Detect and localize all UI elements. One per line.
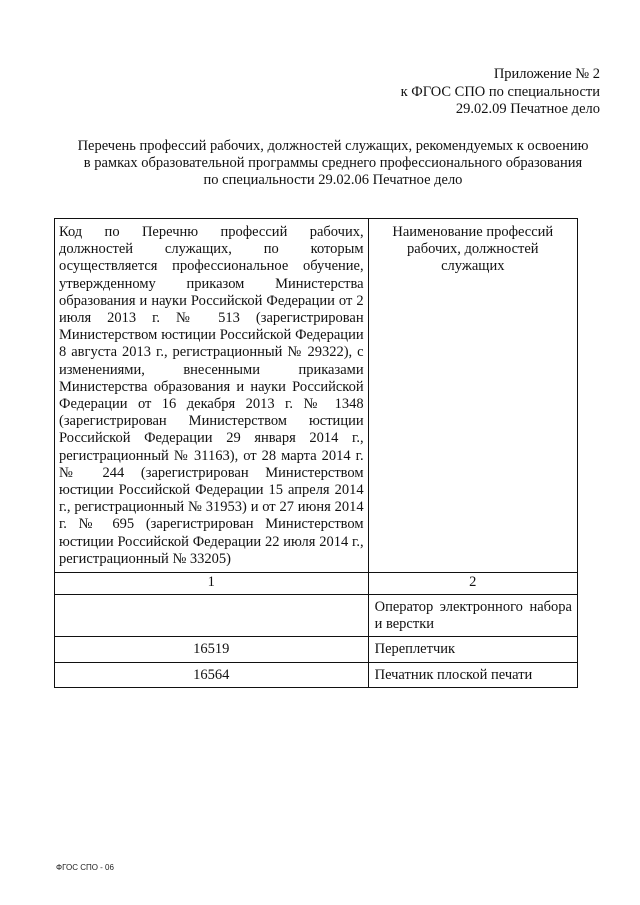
appendix-number: Приложение № 2 [493, 66, 600, 82]
professions-table [54, 218, 578, 688]
title-line-1: Перечень профессий рабочих, должностей служащих, рекомендуемых к освоению [77, 138, 589, 154]
column-number-row [55, 573, 578, 595]
column-number-2: 2 [368, 573, 577, 595]
table-row [55, 637, 578, 662]
title-line-3: по специальности 29.02.06 Печатное дело [203, 172, 463, 188]
profession-code: 16519 [55, 637, 369, 662]
profession-name: Печатник плоской печати [368, 662, 577, 687]
appendix-heading [340, 66, 600, 119]
profession-code [55, 595, 369, 637]
profession-code: 16564 [55, 662, 369, 687]
document-title [58, 138, 608, 189]
header-code-column: Код по Перечню профессий рабочих, должностей служащих, по которым осуществляется профессиональное обучение, утвержденному приказом Министерства образования и науки Российской Федерации от 2 июля 2013 г. № 513 (зарегистрирован Министерством юстиции Российской Федерации 8 августа 2013 г., регистрационный № 29322), с изменениями, внесенными приказами Министерства образования и науки Российской Федерации от 16 декабря 2013 г. № 1348 (зарегистрирован Министерством юстиции Российской Федерации 29 января 2014 г., регистрационный № 31163), от 28 марта 2014 г. № 244 (зарегистрирован Министерством юстиции Российской Федерации 15 апреля 2014 г., регистрационный № 31953) и от 27 июня 2014 г. № 695 (зарегистрирован Министерством юстиции Российской Федерации 22 июля 2014 г., регистрационный № 33205) [55, 219, 369, 573]
column-number-1: 1 [55, 573, 369, 595]
page-footer: ФГОС СПО - 06 [56, 863, 114, 872]
appendix-specialty: 29.02.09 Печатное дело [455, 101, 600, 117]
table-row [55, 595, 578, 637]
table-header-row [55, 219, 578, 573]
table-row [55, 662, 578, 687]
profession-name: Оператор электронного набора и верстки [368, 595, 577, 637]
title-line-2: в рамках образовательной программы среднего профессионального образования [83, 155, 583, 171]
appendix-standard: к ФГОС СПО по специальности [400, 83, 600, 100]
profession-name: Переплетчик [368, 637, 577, 662]
header-name-column: Наименование профессий рабочих, должностей служащих [368, 219, 577, 573]
